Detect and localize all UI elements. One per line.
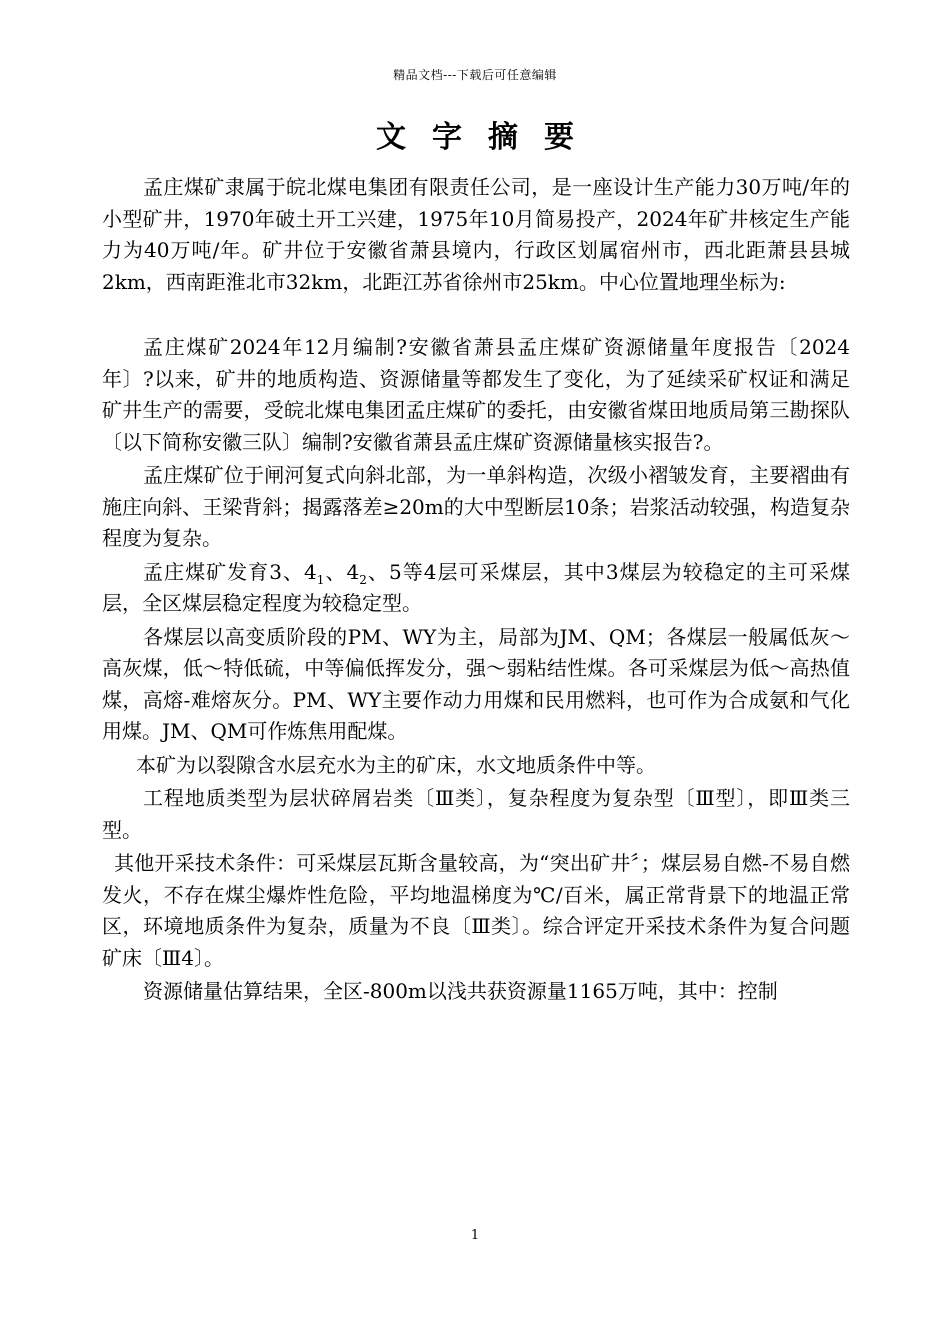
paragraph-location: 孟庄煤矿隶属于皖北煤电集团有限责任公司，是一座设计生产能力30万吨/年的小型矿井，1970年破土开工兴建，1975年10月简易投产，2024年矿井核定生产能力为40万吨/年。矿井位于安徽省萧县境内，行政区划属宿州市，西北距萧县县城2km，西南距淮北市32km，北距江苏省徐州市25km。中心位置地理坐标为: [102, 175, 850, 294]
paragraph-engineering-geology: 工程地质类型为层状碎屑岩类〔Ⅲ类〕，复杂程度为复杂型〔Ⅲ型〕，即Ⅲ类三型。 [102, 786, 850, 842]
document-body [102, 172, 850, 1010]
paragraph-report-background: 孟庄煤矿2024年12月编制?安徽省萧县孟庄煤矿资源储量年度报告〔2024年〕?以来，矿井的地质构造、资源储量等都发生了变化，为了延续采矿权证和满足矿井生产的需要，受皖北煤电集团孟庄煤矿的委托，由安徽省煤田地质局第三勘探队〔以下简称安徽三队〕编制?安徽省萧县孟庄煤矿资源储量核实报告?。 [102, 335, 850, 454]
seam-subscript-2: 2 [359, 572, 367, 587]
paragraph-coal-quality: 各煤层以高变质阶段的PM、WY为主，局部为JM、QM；各煤层一般属低灰～高灰煤，低～特低硫，中等偏低挥发分，强～弱粘结性煤。各可采煤层为低～高热值煤，高熔-难熔灰分。PM、WY主要作动力用煤和民用燃料，也可作为合成氨和气化用煤。JM、QM可作炼焦用配煤。 [102, 624, 850, 743]
paragraph-coal-seams [102, 557, 850, 620]
page-number: 1 [470, 1228, 480, 1243]
paragraph-mining-conditions: 其他开采技术条件：可采煤层瓦斯含量较高，为“突出矿井〞；煤层易自燃-不易自燃发火，不存在煤尘爆炸性危险，平均地温梯度为℃/百米，属正常背景下的地温正常区，环境地质条件为复杂，质量为不良〔Ⅲ类〕。综合评定开采技术条件为复合问题矿床〔Ⅲ4〕。 [102, 851, 850, 970]
seam-subscript-1: 1 [316, 572, 325, 587]
paragraph-reserves: 资源储量估算结果，全区-800m以浅共获资源量1165万吨，其中：控制 [143, 979, 778, 1003]
coal-seams-text-a: 孟庄煤矿发育3、4 [143, 559, 317, 584]
coal-seams-text-b: 、4 [324, 559, 360, 584]
page-header: 精品文档---下载后可任意编辑 [393, 68, 557, 82]
document-title: 文字摘要 [376, 120, 600, 155]
paragraph-structure: 孟庄煤矿位于闸河复式向斜北部，为一单斜构造，次级小褶皱发育，主要褶曲有施庄向斜、王梁背斜；揭露落差≥20m的大中型断层10条；岩浆活动较强，构造复杂程度为复杂。 [102, 463, 850, 550]
coal-seams-text-c: 、5等4层可采煤层，其中3煤层为较稳定的主可采煤层，全区煤层稳定程度为较稳定型。 [102, 559, 850, 615]
paragraph-hydrogeology: 本矿为以裂隙含水层充水为主的矿床，水文地质条件中等。 [136, 752, 656, 777]
blank-line [102, 300, 850, 332]
